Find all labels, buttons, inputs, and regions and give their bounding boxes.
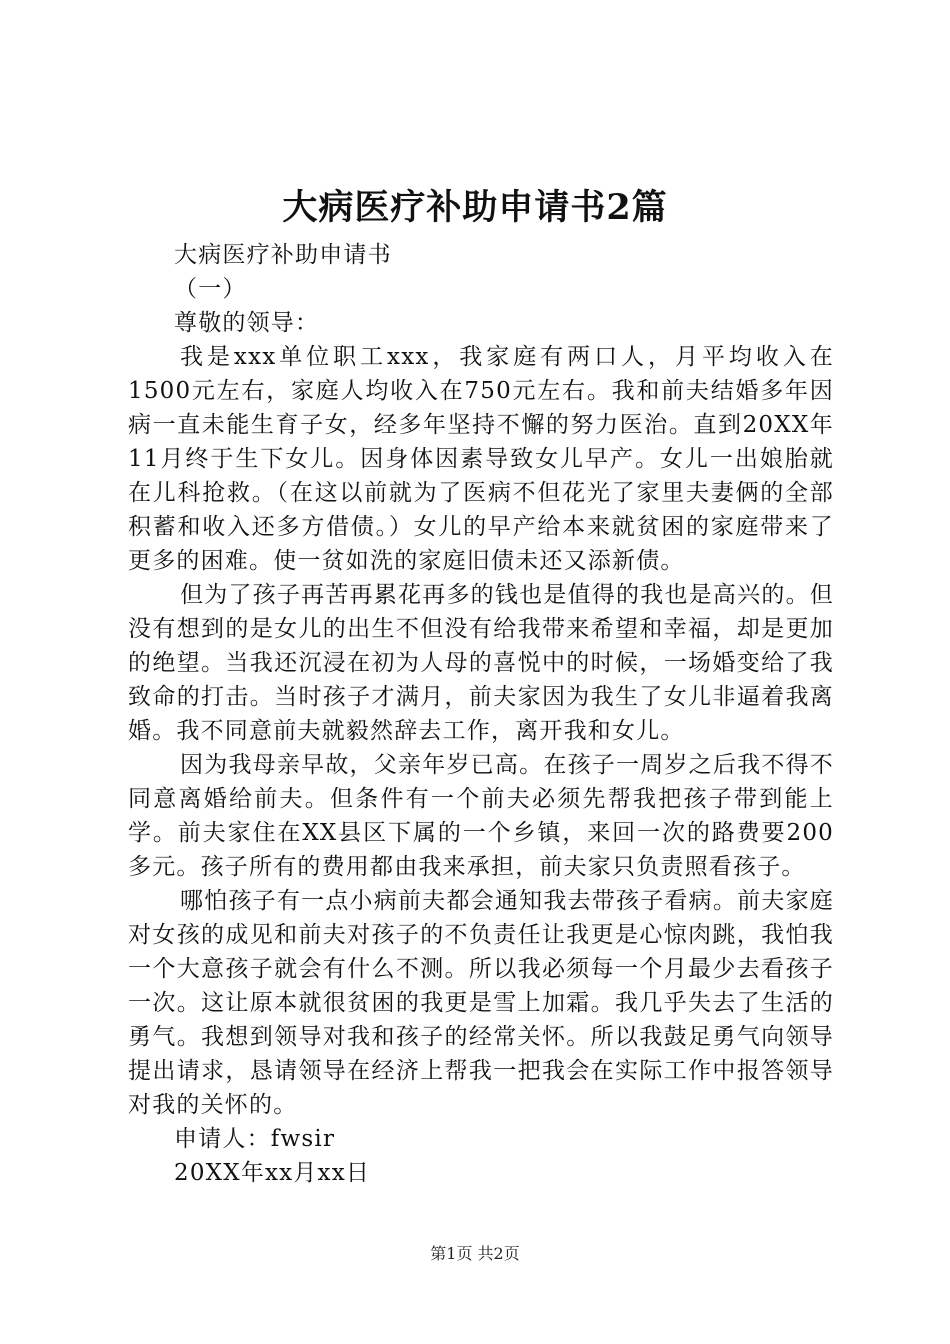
page-footer: 第1页 共2页 (430, 1244, 520, 1263)
body-paragraph-3: 因为我母亲早故，父亲年岁已高。在孩子一周岁之后我不得不同意离婚给前夫。但条件有一个前夫必须先帮我把孩子带到能上学。前夫家住在XX县区下属的一个乡镇，来回一次的路费要200多元。孩子所有的费用都由我来承担，前夫家只负责照看孩子。 (128, 752, 834, 880)
document-subtitle: 大病医疗补助申请书 (174, 242, 392, 268)
body-paragraph-2: 但为了孩子再苦再累花再多的钱也是值得的我也是高兴的。但没有想到的是女儿的出生不但没有给我带来希望和幸福，却是更加的绝望。当我还沉浸在初为人母的喜悦中的时候，一场婚变给了我致命的打击。当时孩子才满月，前夫家因为我生了女儿非逼着我离婚。我不同意前夫就毅然辞去工作，离开我和女儿。 (128, 582, 834, 744)
document-body (128, 238, 834, 1190)
application-date: 20XX年xx月xx日 (174, 1160, 371, 1186)
applicant-signature: 申请人：fwsir (174, 1126, 336, 1152)
section-marker: （一） (174, 276, 247, 302)
document-title: 大病医疗补助申请书2篇 (282, 187, 668, 228)
body-paragraph-4: 哪怕孩子有一点小病前夫都会通知我去带孩子看病。前夫家庭对女孩的成见和前夫对孩子的不负责任让我更是心惊肉跳，我怕我一个大意孩子就会有什么不测。所以我必须每一个月最少去看孩子一次。这让原本就很贫困的我更是雪上加霜。我几乎失去了生活的勇气。我想到领导对我和孩子的经常关怀。所以我鼓足勇气向领导提出请求，恳请领导在经济上帮我一把我会在实际工作中报答领导对我的关怀的。 (128, 888, 834, 1118)
body-paragraph-1: 我是xxx单位职工xxx，我家庭有两口人，月平均收入在1500元左右，家庭人均收入在750元左右。我和前夫结婚多年因病一直未能生育子女，经多年坚持不懈的努力医治。直到20XX年11月终于生下女儿。因身体因素导致女儿早产。女儿一出娘胎就在儿科抢救。（在这以前就为了医病不但花光了家里夫妻俩的全部积蓄和收入还多方借债。）女儿的早产给本来就贫困的家庭带来了更多的困难。使一贫如洗的家庭旧债未还又添新债。 (128, 344, 834, 574)
salutation: 尊敬的领导： (174, 310, 320, 336)
